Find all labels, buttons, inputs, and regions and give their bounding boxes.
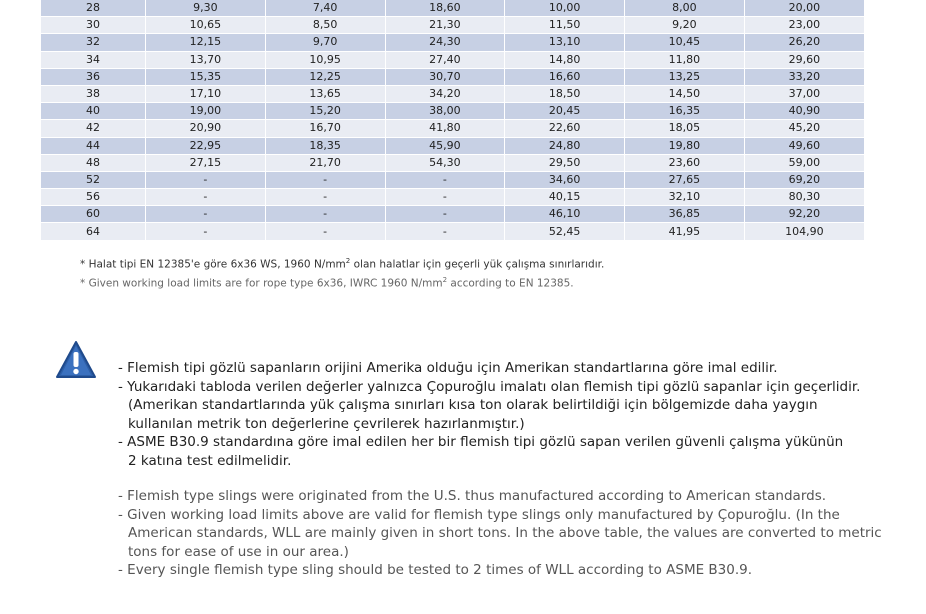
footnote-en: * Given working load limits are for rope type 6x36, IWRC 1960 $N/mm^2$ according to EN 12385.	[80, 275, 574, 289]
wll-cell: 20,00	[744, 0, 864, 17]
wll-cell: -	[265, 223, 385, 240]
rope-diameter-cell: 40	[41, 103, 146, 120]
tr-line-5: - ASME B30.9 standardına göre imal edilen her bir flemish tipi gözlü sapan verilen güvenli çalışma yükünün	[118, 434, 844, 450]
table-row	[41, 154, 864, 171]
wll-cell: 16,70	[265, 120, 385, 137]
wll-cell: 59,00	[744, 154, 864, 171]
en-line-3: American standards, WLL are mainly given in short tons. In the above table, the values are converted to metric	[128, 525, 882, 541]
table-row	[41, 68, 864, 85]
wll-cell: 80,30	[744, 189, 864, 206]
wll-cell: 54,30	[385, 154, 505, 171]
wll-cell: -	[265, 171, 385, 188]
rope-diameter-cell: 38	[41, 85, 146, 102]
wll-cell: 45,90	[385, 137, 505, 154]
wll-cell: 36,85	[625, 206, 745, 223]
wll-cell: 24,80	[505, 137, 625, 154]
wll-cell: 10,45	[625, 34, 745, 51]
wll-cell: 16,35	[625, 103, 745, 120]
wll-cell: 30,70	[385, 68, 505, 85]
rope-diameter-cell: 32	[41, 34, 146, 51]
wll-cell: 11,50	[505, 17, 625, 34]
wll-cell: 23,60	[625, 154, 745, 171]
tr-line-2: - Yukarıdaki tabloda verilen değerler yalnızca Çopuroğlu imalatı olan flemish tipi gözlü sapanlar için geçerlidir.	[118, 378, 861, 395]
wll-cell: 49,60	[744, 137, 864, 154]
wll-cell: 8,50	[265, 17, 385, 34]
en-line-1: - Flemish type slings were originated from the U.S. thus manufactured according to American standards.	[118, 488, 827, 504]
tr-line-3: (Amerikan standartlarında yük çalışma sınırları kısa ton olarak belirtildiği için bölgemizde daha yaygın	[128, 397, 818, 413]
wll-cell: -	[265, 206, 385, 223]
wll-cell: 29,60	[744, 51, 864, 68]
wll-cell: 10,00	[505, 0, 625, 17]
wll-cell: 40,15	[505, 189, 625, 206]
wll-cell: 12,15	[146, 34, 266, 51]
wll-cell: 10,65	[146, 17, 266, 34]
wll-cell: 40,90	[744, 103, 864, 120]
wll-cell: 41,80	[385, 120, 505, 137]
wll-cell: 21,30	[385, 17, 505, 34]
wll-cell: 17,10	[146, 85, 266, 102]
wll-cell: 8,00	[625, 0, 745, 17]
notes-english	[118, 487, 882, 580]
rope-diameter-cell: 30	[41, 17, 146, 34]
wll-cell: 9,20	[625, 17, 745, 34]
wll-cell: 11,80	[625, 51, 745, 68]
tr-line-4: kullanılan metrik ton değerlerine çevrilerek hazırlanmıştır.)	[128, 415, 525, 432]
tr-line-1: - Flemish tipi gözlü sapanların orijini Amerika olduğu için Amerikan standartlarına göre imal edilir.	[118, 360, 778, 376]
footnote-tr: * Halat tipi EN 12385'e göre 6x36 WS, 1960 $N/mm^2$ olan halatlar için geçerli yük çalışma sınırlarıdır.	[80, 257, 605, 271]
wll-cell: 19,80	[625, 137, 745, 154]
rope-diameter-cell: 60	[41, 206, 146, 223]
wll-cell: 13,25	[625, 68, 745, 85]
wll-cell: 22,95	[146, 137, 266, 154]
wll-cell: 20,90	[146, 120, 266, 137]
rope-diameter-cell: 56	[41, 189, 146, 206]
wll-cell: 29,50	[505, 154, 625, 171]
wll-cell: 26,20	[744, 34, 864, 51]
wll-cell: 24,30	[385, 34, 505, 51]
wll-cell: -	[385, 223, 505, 240]
rope-diameter-cell: 64	[41, 223, 146, 240]
wll-cell: -	[265, 189, 385, 206]
rope-diameter-cell: 44	[41, 137, 146, 154]
wll-cell: -	[146, 206, 266, 223]
wll-cell: 27,15	[146, 154, 266, 171]
table-row	[41, 34, 864, 51]
en-line-2: - Given working load limits above are valid for flemish type slings only manufactured by Çopuroğlu. (In the	[118, 506, 840, 523]
wll-cell: 9,70	[265, 34, 385, 51]
wll-cell: 9,30	[146, 0, 266, 17]
wll-cell: 45,20	[744, 120, 864, 137]
wll-cell: 18,50	[505, 85, 625, 102]
en-line-5: - Every single flemish type sling should be tested to 2 times of WLL according to ASME B30.9.	[118, 562, 753, 578]
wll-cell: 46,10	[505, 206, 625, 223]
rope-diameter-cell: 42	[41, 120, 146, 137]
wll-cell: 27,40	[385, 51, 505, 68]
wll-cell: 14,50	[625, 85, 745, 102]
table-row	[41, 103, 864, 120]
wll-cell: 22,60	[505, 120, 625, 137]
table-row	[41, 206, 864, 223]
table-row	[41, 137, 864, 154]
rope-diameter-cell: 52	[41, 171, 146, 188]
wll-cell: 32,10	[625, 189, 745, 206]
wll-cell: 92,20	[744, 206, 864, 223]
wll-cell: 7,40	[265, 0, 385, 17]
wll-cell: 18,35	[265, 137, 385, 154]
table-row	[41, 189, 864, 206]
table-row	[41, 171, 864, 188]
wll-cell: 16,60	[505, 68, 625, 85]
wll-cell: 23,00	[744, 17, 864, 34]
wll-cell: 34,20	[385, 85, 505, 102]
table-row	[41, 120, 864, 137]
load-limit-table	[41, 0, 864, 241]
rope-diameter-cell: 36	[41, 68, 146, 85]
wll-cell: 38,00	[385, 103, 505, 120]
wll-cell: 13,10	[505, 34, 625, 51]
wll-cell: 10,95	[265, 51, 385, 68]
tr-line-6: 2 katına test edilmelidir.	[128, 452, 292, 469]
notes-turkish	[118, 359, 878, 470]
wll-cell: 21,70	[265, 154, 385, 171]
wll-cell: 13,70	[146, 51, 266, 68]
wll-cell: -	[385, 171, 505, 188]
wll-cell: 27,65	[625, 171, 745, 188]
wll-cell: 20,45	[505, 103, 625, 120]
table-row	[41, 0, 864, 17]
wll-cell: 69,20	[744, 171, 864, 188]
table-row	[41, 223, 864, 240]
wll-cell: -	[385, 206, 505, 223]
wll-cell: 18,05	[625, 120, 745, 137]
wll-cell: 104,90	[744, 223, 864, 240]
wll-cell: 52,45	[505, 223, 625, 240]
rope-diameter-cell: 28	[41, 0, 146, 17]
wll-cell: 41,95	[625, 223, 745, 240]
wll-cell: 37,00	[744, 85, 864, 102]
wll-cell: 12,25	[265, 68, 385, 85]
wll-cell: 34,60	[505, 171, 625, 188]
wll-cell: -	[385, 189, 505, 206]
wll-cell: 18,60	[385, 0, 505, 17]
warning-icon	[55, 340, 97, 380]
wll-cell: 15,35	[146, 68, 266, 85]
table-row	[41, 85, 864, 102]
wll-cell: 15,20	[265, 103, 385, 120]
wll-cell: 33,20	[744, 68, 864, 85]
table-row	[41, 17, 864, 34]
wll-cell: 14,80	[505, 51, 625, 68]
rope-diameter-cell: 34	[41, 51, 146, 68]
en-line-4: tons for ease of use in our area.)	[128, 543, 349, 560]
wll-cell: -	[146, 189, 266, 206]
wll-cell: -	[146, 223, 266, 240]
wll-cell: 19,00	[146, 103, 266, 120]
wll-cell: 13,65	[265, 85, 385, 102]
table-row	[41, 51, 864, 68]
wll-cell: -	[146, 171, 266, 188]
rope-diameter-cell: 48	[41, 154, 146, 171]
footnotes	[80, 254, 604, 291]
